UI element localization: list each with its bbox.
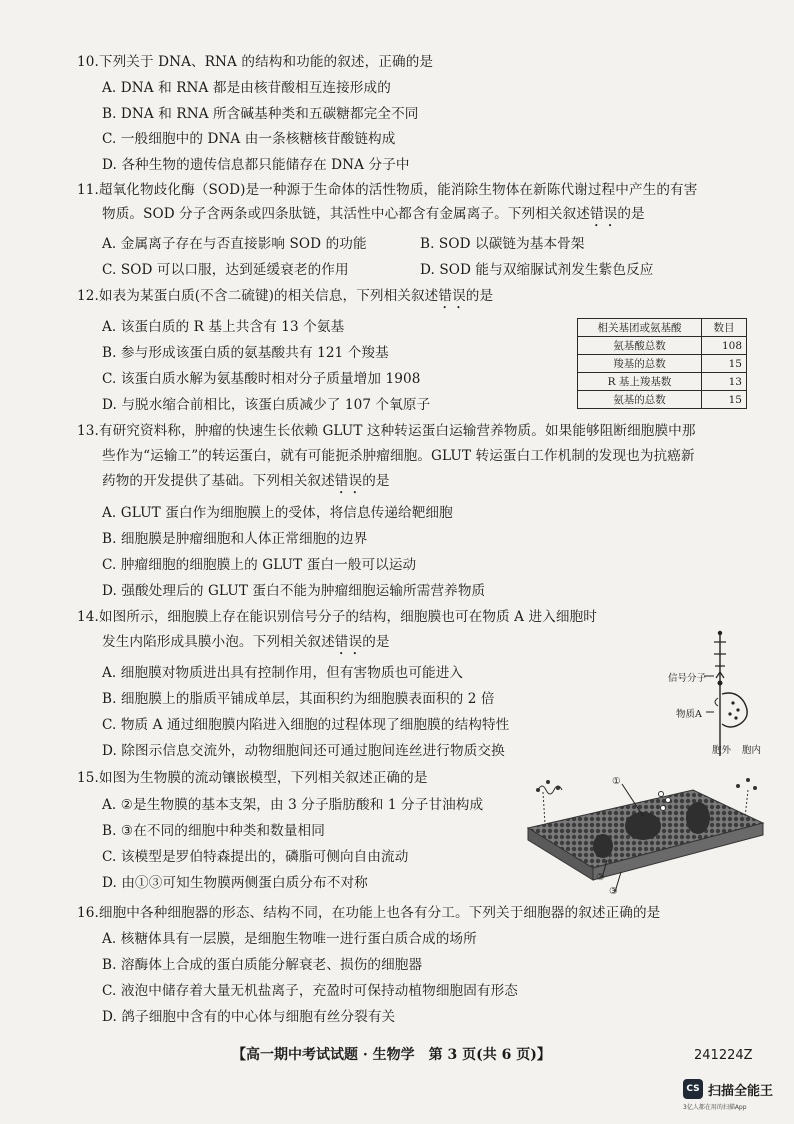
- table-cell: 15: [702, 391, 747, 409]
- table-cell: 羧基的总数: [578, 355, 702, 373]
- camscanner-logo-icon: CS: [683, 1079, 703, 1099]
- q14-option-d: D. 除图示信息交流外，动物细胞间还可通过胞间连丝进行物质交换: [102, 743, 505, 759]
- q13-option-b: B. 细胞膜是肿瘤细胞和人体正常细胞的边界: [102, 531, 368, 547]
- exam-code: 241224Z: [694, 1048, 753, 1063]
- table-header-row: [578, 319, 747, 337]
- q16-option-b: B. 溶酶体上合成的蛋白质能分解衰老、损伤的细胞器: [102, 957, 423, 973]
- page-footer: 【高一期中考试试题 · 生物学 第 3 页(共 6 页)】: [232, 1047, 551, 1063]
- table-cell: 氨基酸总数: [578, 337, 702, 355]
- q16-option-c: C. 液泡中储存着大量无机盐离子，充盈时可保持动植物细胞固有形态: [102, 983, 518, 999]
- q15-option-b: B. ③在不同的细胞中种类和数量相同: [102, 823, 325, 839]
- table-cell: 13: [702, 373, 747, 391]
- substance-a-label: 物质A: [676, 709, 702, 720]
- label-2: ②: [596, 872, 605, 883]
- q14-stem-line2: 发生内陷形成具膜小泡。下列相关叙述错误的是: [102, 634, 390, 650]
- outside-label: 胞外: [712, 745, 732, 756]
- q13-option-a: A. GLUT 蛋白作为细胞膜上的受体，将信息传递给靶细胞: [102, 505, 453, 521]
- q13-stem-line2: 些作为“运输工”的转运蛋白，就有可能扼杀肿瘤细胞。GLUT 转运蛋白工作机制的发现也为抗癌新: [102, 448, 695, 464]
- q11-stem-line2: 物质。SOD 分子含两条或四条肽链，其活性中心都含有金属离子。下列相关叙述错误的是: [102, 206, 645, 222]
- emphasis-word: 错误: [334, 634, 363, 650]
- table-cell: R 基上羧基数: [578, 373, 702, 391]
- q13-stem-line3: 药物的开发提供了基础。下列相关叙述错误的是: [102, 473, 390, 489]
- q15-stem: 15.如图为生物膜的流动镶嵌模型，下列相关叙述正确的是: [77, 770, 428, 786]
- q12-option-d: D. 与脱水缩合前相比，该蛋白质减少了 107 个氧原子: [102, 397, 431, 413]
- table-row: [578, 355, 747, 373]
- q12-option-a: A. 该蛋白质的 R 基上共含有 13 个氨基: [102, 319, 345, 335]
- table-header: 数目: [702, 319, 747, 337]
- q15-option-a: A. ②是生物膜的基本支架，由 3 分子脂肪酸和 1 分子甘油构成: [102, 797, 484, 813]
- emphasis-word: 错误: [589, 206, 618, 222]
- q16-option-d: D. 鸽子细胞中含有的中心体与细胞有丝分裂有关: [102, 1009, 396, 1025]
- emphasis-word: 错误: [334, 473, 363, 489]
- q16-option-a: A. 核糖体具有一层膜，是细胞生物唯一进行蛋白质合成的场所: [102, 931, 477, 947]
- q12-stem: 12.如表为某蛋白质(不含二硫键)的相关信息，下列相关叙述错误的是: [77, 288, 494, 304]
- table-cell: 15: [702, 355, 747, 373]
- signal-molecule-label: 信号分子: [668, 673, 707, 684]
- table-row: [578, 373, 747, 391]
- q11-option-d: D. SOD 能与双缩脲试剂发生紫色反应: [420, 262, 654, 278]
- q16-stem: 16.细胞中各种细胞器的形态、结构不同，在功能上也各有分工。下列关于细胞器的叙述正确的是: [77, 905, 661, 921]
- label-1: ①: [612, 776, 621, 787]
- q11-option-b: B. SOD 以碳链为基本骨架: [420, 236, 585, 252]
- q13-option-d: D. 强酸处理后的 GLUT 蛋白不能为肿瘤细胞运输所需营养物质: [102, 583, 486, 599]
- table-cell: 氨基的总数: [578, 391, 702, 409]
- emphasis-word: 错误: [438, 288, 466, 304]
- q11-option-c: C. SOD 可以口服，达到延缓衰老的作用: [102, 262, 349, 278]
- fluid-mosaic-model-figure: [523, 768, 773, 896]
- q13-option-c: C. 肿瘤细胞的细胞膜上的 GLUT 蛋白一般可以运动: [102, 557, 417, 573]
- label-3: ③: [609, 886, 618, 897]
- table-row: [578, 391, 747, 409]
- q14-stem-line1: 14.如图所示，细胞膜上存在能识别信号分子的结构，细胞膜也可在物质 A 进入细胞时: [77, 609, 597, 625]
- q10-option-b: B. DNA 和 RNA 所含碱基种类和五碳糖都完全不同: [102, 106, 419, 122]
- q10-option-c: C. 一般细胞中的 DNA 由一条核糖核苷酸链构成: [102, 131, 396, 147]
- q15-option-d: D. 由①③可知生物膜两侧蛋白质分布不对称: [102, 875, 368, 891]
- table-row: [578, 337, 747, 355]
- inside-label: 胞内: [742, 745, 762, 756]
- q12-info-table: [577, 318, 747, 409]
- q15-option-c: C. 该模型是罗伯特森提出的，磷脂可侧向自由流动: [102, 849, 409, 865]
- q12-option-c: C. 该蛋白质水解为氨基酸时相对分子质量增加 1908: [102, 371, 421, 387]
- q11-stem-line1: 11.超氧化物歧化酶（SOD)是一种源于生命体的活性物质，能消除生物体在新陈代谢过程中产生的有害: [77, 182, 698, 198]
- q11-option-a: A. 金属离子存在与否直接影响 SOD 的功能: [102, 236, 367, 252]
- q10-option-d: D. 各种生物的遗传信息都只能储存在 DNA 分子中: [102, 157, 410, 173]
- watermark-subtitle: 3亿人都在用的扫描App: [683, 1104, 747, 1111]
- q10-stem: 10.下列关于 DNA、RNA 的结构和功能的叙述，正确的是: [77, 54, 434, 70]
- q14-option-b: B. 细胞膜上的脂质平铺成单层，其面积约为细胞膜表面积的 2 倍: [102, 691, 495, 707]
- q10-option-a: A. DNA 和 RNA 都是由核苷酸相互连接形成的: [102, 80, 391, 96]
- table-header: 相关基团或氨基酸: [578, 319, 702, 337]
- q12-option-b: B. 参与形成该蛋白质的氨基酸共有 121 个羧基: [102, 345, 389, 361]
- q14-option-c: C. 物质 A 通过细胞膜内陷进入细胞的过程体现了细胞膜的结构特性: [102, 717, 510, 733]
- q14-option-a: A. 细胞膜对物质进出具有控制作用，但有害物质也可能进入: [102, 665, 464, 681]
- watermark-name: 扫描全能王: [708, 1084, 774, 1099]
- q13-stem-line1: 13.有研究资料称，肿瘤的快速生长依赖 GLUT 这种转运蛋白运输营养物质。如果能够阻断细胞膜中那: [77, 423, 696, 439]
- table-cell: 108: [702, 337, 747, 355]
